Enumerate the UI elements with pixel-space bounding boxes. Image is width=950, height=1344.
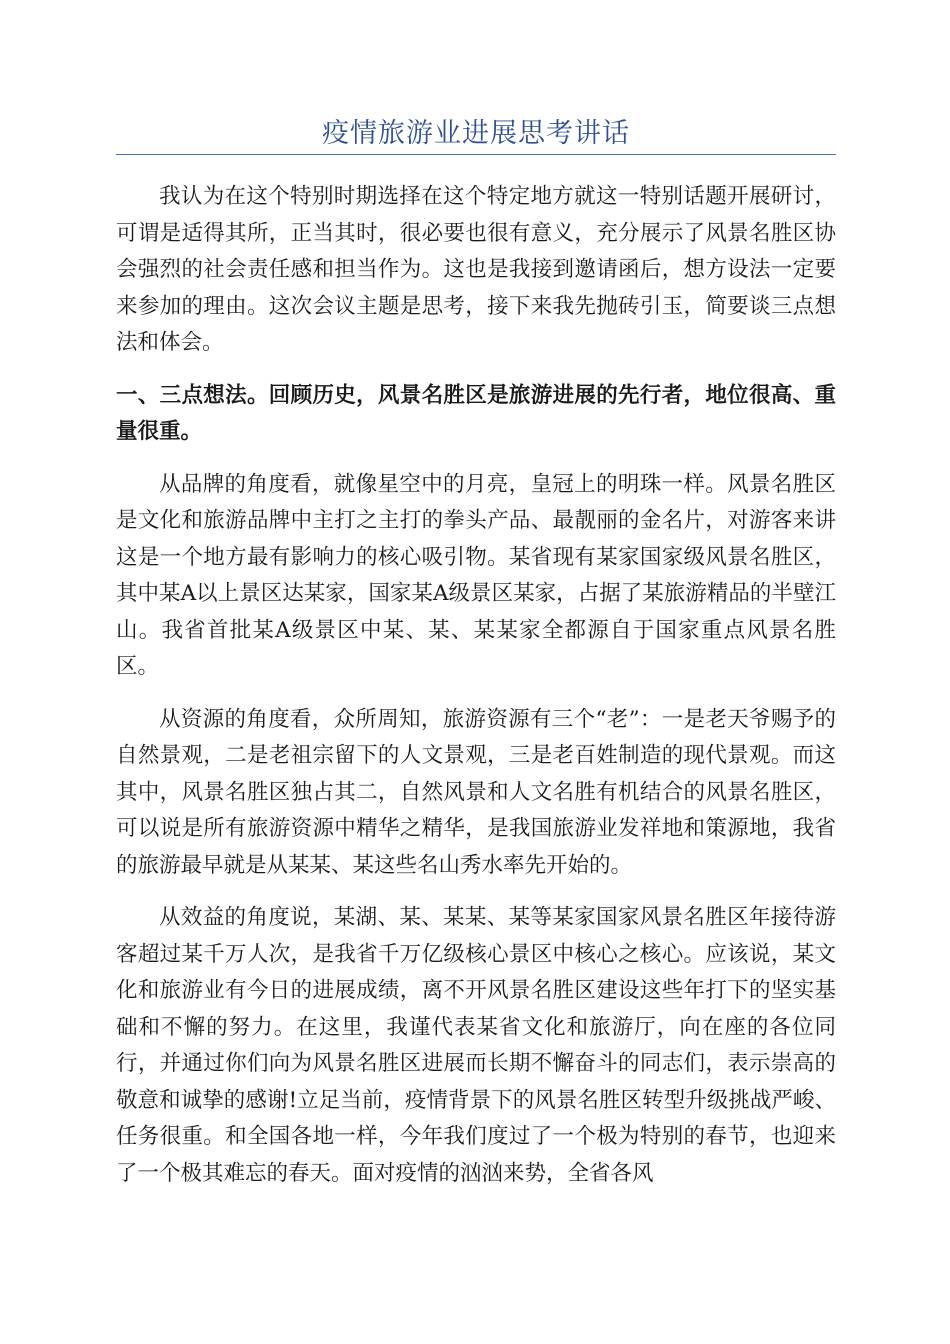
document-page bbox=[116, 0, 836, 1192]
brand-paragraph: 从品牌的角度看，就像星空中的月亮，皇冠上的明珠一样。风景名胜区是文化和旅游品牌中主打之主打的拳头产品、最靓丽的金名片，对游客来讲这是一个地方最有影响力的核心吸引物。某省现有某家国家级风景名胜区，其中某A以上景区达某家，国家某A级景区某家，占据了某旅游精品的半壁江山。我省首批某A级景区中某、某、某某家全都源自于国家重点风景名胜区。 bbox=[116, 471, 836, 679]
title-underline-rule bbox=[116, 154, 836, 155]
resource-paragraph: 从资源的角度看，众所周知，旅游资源有三个“老”：一是老天爷赐予的自然景观，二是老祖宗留下的人文景观，三是老百姓制造的现代景观。而这其中，风景名胜区独占其二，自然风景和人文名胜有机结合的风景名胜区，可以说是所有旅游资源中精华之精华，是我国旅游业发祥地和策源地，我省的旅游最早就是从某某、某这些名山秀水率先开始的。 bbox=[116, 706, 836, 878]
section-heading-1: 一、三点想法。回顾历史，风景名胜区是旅游进展的先行者，地位很高、重量很重。 bbox=[116, 382, 836, 444]
document-title: 疫情旅游业进展思考讲话 bbox=[322, 118, 630, 149]
intro-paragraph: 我认为在这个特别时期选择在这个特定地方就这一特别话题开展研讨，可谓是适得其所，正当其时，很必要也很有意义，充分展示了风景名胜区协会强烈的社会责任感和担当作为。这也是我接到邀请函后，想方设法一定要来参加的理由。这次会议主题是思考，接下来我先抛砖引玉，简要谈三点想法和体会。 bbox=[116, 184, 836, 355]
benefit-paragraph: 从效益的角度说，某湖、某、某某、某等某家国家风景名胜区年接待游客超过某千万人次，是我省千万亿级核心景区中核心之核心。应该说，某文化和旅游业有今日的进展成绩，离不开风景名胜区建设这些年打下的坚实基础和不懈的努力。在这里，我谨代表某省文化和旅游厅，向在座的各位同行，并通过你们向为风景名胜区进展而长期不懈奋斗的同志们，表示崇高的敬意和诚挚的感谢!立足当前，疫情背景下的风景名胜区转型升级挑战严峻、任务很重。和全国各地一样，今年我们度过了一个极为特别的春节，也迎来了一个极其难忘的春天。面对疫情的汹汹来势，全省各风 bbox=[116, 905, 836, 1186]
